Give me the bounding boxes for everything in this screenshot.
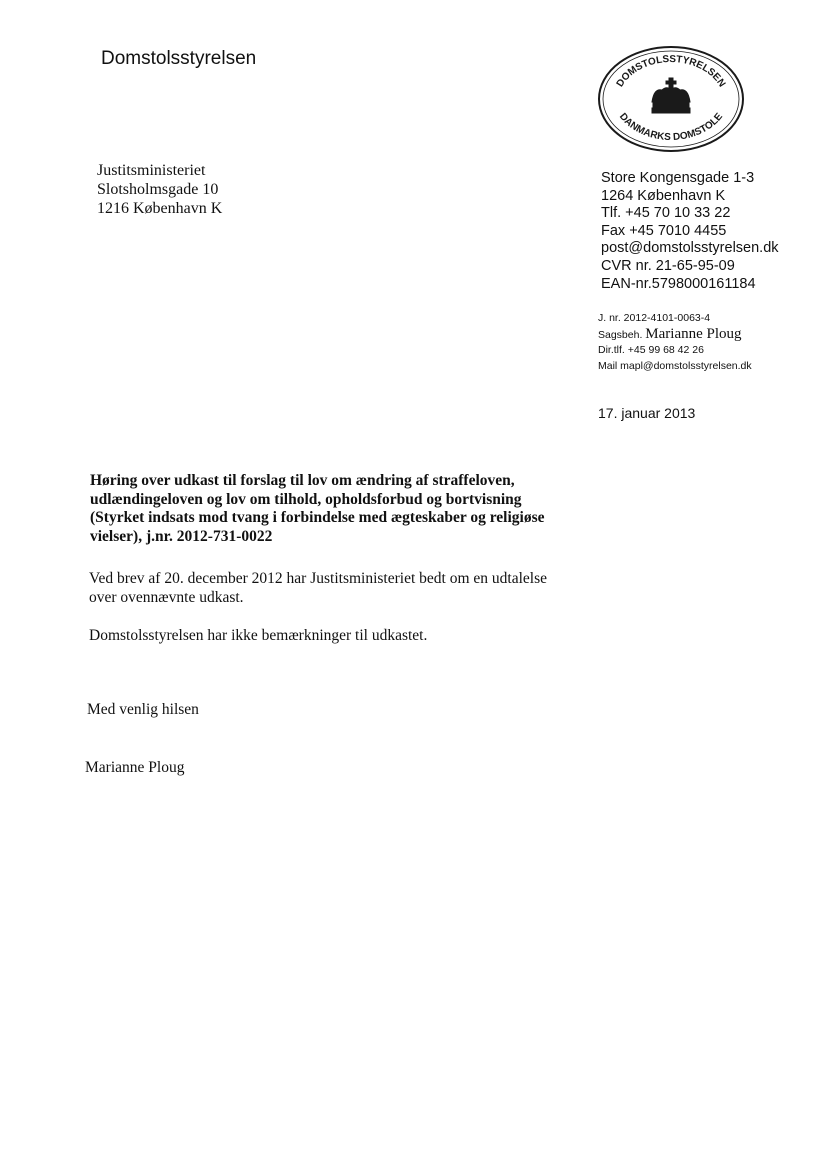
organization-name: Domstolsstyrelsen (101, 48, 257, 69)
recipient-line: 1216 København K (97, 200, 223, 217)
stamp-top-text: DOMSTOLSSTYRELSEN (614, 53, 728, 90)
body-line: over ovennævnte udkast. (89, 588, 244, 606)
journal-number: J. nr. 2012-4101-0063-4 (598, 312, 711, 324)
sender-phone: Tlf. +45 70 10 33 22 (601, 205, 731, 222)
sender-email: post@domstolsstyrelsen.dk (601, 240, 779, 257)
direct-phone: Dir.tlf. +45 99 68 42 26 (598, 344, 704, 356)
letter-date: 17. januar 2013 (598, 405, 696, 421)
sender-city: 1264 København K (601, 187, 726, 204)
subject-line: Høring over udkast til forslag til lov om ændring af straffeloven, (90, 472, 515, 489)
subject-line: (Styrket indsats mod tvang i forbindelse med ægteskaber og religiøse (90, 509, 545, 526)
recipient-line: Slotsholmsgade 10 (97, 181, 219, 198)
sender-ean: EAN-nr.5798000161184 (601, 275, 756, 292)
sender-cvr: CVR nr. 21-65-95-09 (601, 257, 735, 274)
recipient-line: Justitsministeriet (97, 162, 206, 179)
subject-line: udlændingeloven og lov om tilhold, opholdsforbud og bortvisning (90, 490, 522, 508)
sender-address: Store Kongensgade 1-3 (601, 170, 755, 186)
closing-salutation: Med venlig hilsen (87, 701, 199, 718)
subject-line: vielser), j.nr. 2012-731-0022 (90, 527, 273, 545)
subject-heading (90, 472, 595, 546)
sender-fax: Fax +45 7010 4455 (601, 222, 727, 239)
crown-icon (652, 78, 690, 113)
case-officer (598, 327, 752, 344)
officer-mail: Mail mapl@domstolsstyrelsen.dk (598, 359, 752, 372)
signature-name: Marianne Ploug (85, 759, 185, 776)
svg-text:DANMARKS DOMSTOLE (617, 111, 725, 143)
body-paragraph-1 (89, 570, 589, 607)
case-officer-name: Marianne Ploug (645, 325, 742, 342)
stamp-bottom-text: DANMARKS DOMSTOLE (616, 111, 726, 144)
sender-contact-block (601, 170, 779, 293)
recipient-address (97, 161, 222, 218)
court-seal-stamp-icon (596, 44, 746, 154)
case-info-block (598, 311, 752, 374)
body-line: Ved brev af 20. december 2012 har Justitsministeriet bedt om en udtalelse (89, 570, 547, 587)
body-paragraph-2: Domstolsstyrelsen har ikke bemærkninger til udkastet. (89, 627, 428, 644)
case-officer-label: Sagsbeh. (598, 328, 643, 341)
